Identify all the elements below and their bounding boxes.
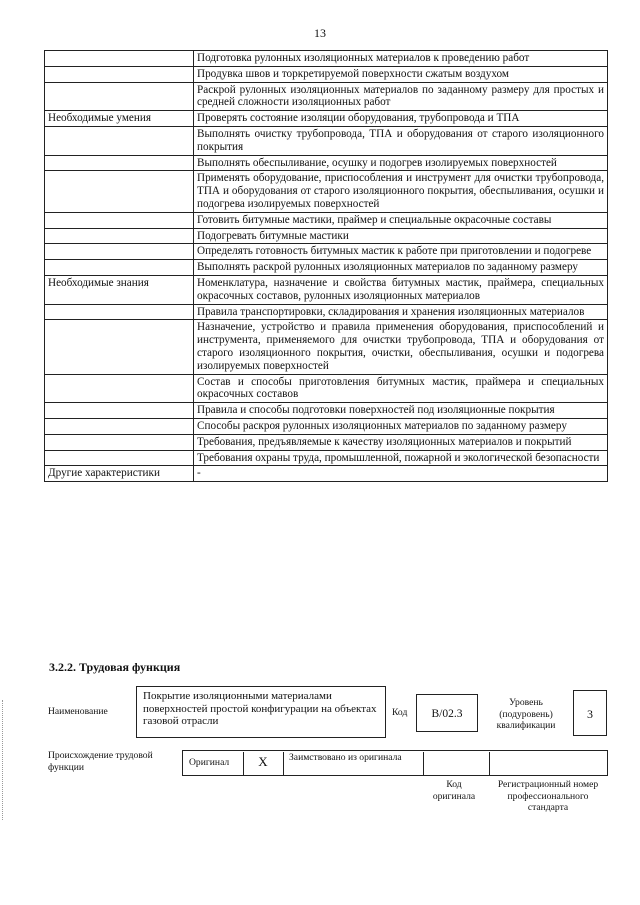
row-description: Продувка швов и торкретируемой поверхности сжатым воздухом (194, 66, 608, 82)
competency-table (44, 50, 608, 482)
table-row (45, 155, 608, 171)
row-description: - (194, 466, 608, 482)
level-value: 3 (587, 707, 593, 721)
origin-label: Происхождение трудовой функции (48, 750, 153, 773)
row-description: Проверять состояние изоляции оборудования, трубопровода и ТПА (194, 111, 608, 127)
row-label: Необходимые умения (45, 111, 194, 127)
row-description: Выполнять очистку трубопровода, ТПА и оборудования от старого изоляционного покрытия (194, 126, 608, 155)
divider (283, 752, 284, 776)
original-mark: X (258, 754, 268, 769)
table-row (45, 126, 608, 155)
divider (489, 752, 490, 776)
code-box (416, 694, 478, 732)
table-row (45, 82, 608, 111)
table-row (45, 66, 608, 82)
row-description: Назначение, устройство и правила применения оборудования, приспособлений и инструмента, применяемого для очистки трубопровода, ТПА и оборудования от старого изоляционного покрытия, очистки, обеспыливания, осушки и подогрева изолируемых поверхностей (194, 320, 608, 374)
row-description: Подогревать битумные мастики (194, 228, 608, 244)
divider (423, 752, 424, 776)
row-description: Требования охраны труда, промышленной, пожарной и экологической безопасности (194, 450, 608, 466)
table-row (45, 374, 608, 403)
row-description: Выполнять раскрой рулонных изоляционных материалов по заданному размеру (194, 260, 608, 276)
section-title: 3.2.2. Трудовая функция (49, 660, 181, 674)
name-label: Наименование (48, 706, 108, 717)
divider (243, 752, 244, 776)
level-box (573, 690, 607, 736)
row-description: Правила транспортировки, складирования и хранения изоляционных материалов (194, 304, 608, 320)
origin-table (182, 750, 608, 776)
row-label (45, 244, 194, 260)
table-row (45, 244, 608, 260)
margin-artifact (2, 700, 7, 820)
row-description: Раскрой рулонных изоляционных материалов по заданному размеру для простых и средней сложности изоляционных работ (194, 82, 608, 111)
row-label (45, 82, 194, 111)
table-row (45, 418, 608, 434)
table-row (45, 320, 608, 374)
row-description: Правила и способы подготовки поверхностей под изоляционные покрытия (194, 403, 608, 419)
row-label (45, 66, 194, 82)
row-description: Применять оборудование, приспособления и инструмент для очистки трубопровода, ТПА и оборудования от старого изоляционного покрытия, обеспыливания, осушки и подогрева изолируемых поверхностей (194, 171, 608, 212)
level-label: Уровень (подуровень) квалификации (496, 697, 556, 731)
function-name-text: Покрытие изоляционными материалами поверхностей простой конфигурации на объектах газовой отрасли (143, 690, 377, 727)
table-row (45, 466, 608, 482)
table-row (45, 275, 608, 304)
page-number: 13 (314, 26, 326, 40)
row-label (45, 304, 194, 320)
row-description: Готовить битумные мастики, праймер и специальные окрасочные составы (194, 212, 608, 228)
row-label (45, 228, 194, 244)
row-description: Определять готовность битумных мастик к работе при приготовлении и подогреве (194, 244, 608, 260)
row-label: Необходимые знания (45, 275, 194, 304)
row-label (45, 126, 194, 155)
code-value: B/02.3 (431, 708, 463, 720)
row-description: Выполнять обеспыливание, осушку и подогрев изолируемых поверхностей (194, 155, 608, 171)
row-label (45, 403, 194, 419)
row-label (45, 450, 194, 466)
table-row (45, 403, 608, 419)
original-label: Оригинал (189, 757, 230, 768)
row-label: Другие характеристики (45, 466, 194, 482)
table-row (45, 304, 608, 320)
row-label (45, 320, 194, 374)
row-label (45, 212, 194, 228)
table-row (45, 111, 608, 127)
table-row (45, 171, 608, 212)
table-row (45, 212, 608, 228)
row-label (45, 374, 194, 403)
row-label (45, 155, 194, 171)
row-label (45, 434, 194, 450)
row-description: Номенклатура, назначение и свойства битумных мастик, праймера, специальных окрасочных составов, рулонных изоляционных материалов (194, 275, 608, 304)
borrowed-label: Заимствовано из оригинала (289, 752, 402, 763)
reg-number-label: Регистрационный номер профессионального стандарта (497, 779, 599, 813)
table-row (45, 51, 608, 67)
code-original-label: Код оригинала (432, 779, 476, 802)
code-label: Код (392, 707, 408, 718)
row-description: Подготовка рулонных изоляционных материалов к проведению работ (194, 51, 608, 67)
row-description: Способы раскроя рулонных изоляционных материалов по заданному размеру (194, 418, 608, 434)
table-row (45, 228, 608, 244)
function-name-box (136, 686, 386, 738)
row-label (45, 418, 194, 434)
row-label (45, 260, 194, 276)
table-row (45, 434, 608, 450)
table-row (45, 450, 608, 466)
row-label (45, 51, 194, 67)
table-row (45, 260, 608, 276)
row-description: Состав и способы приготовления битумных мастик, праймера и специальных окрасочных составов (194, 374, 608, 403)
row-description: Требования, предъявляемые к качеству изоляционных материалов и покрытий (194, 434, 608, 450)
row-label (45, 171, 194, 212)
